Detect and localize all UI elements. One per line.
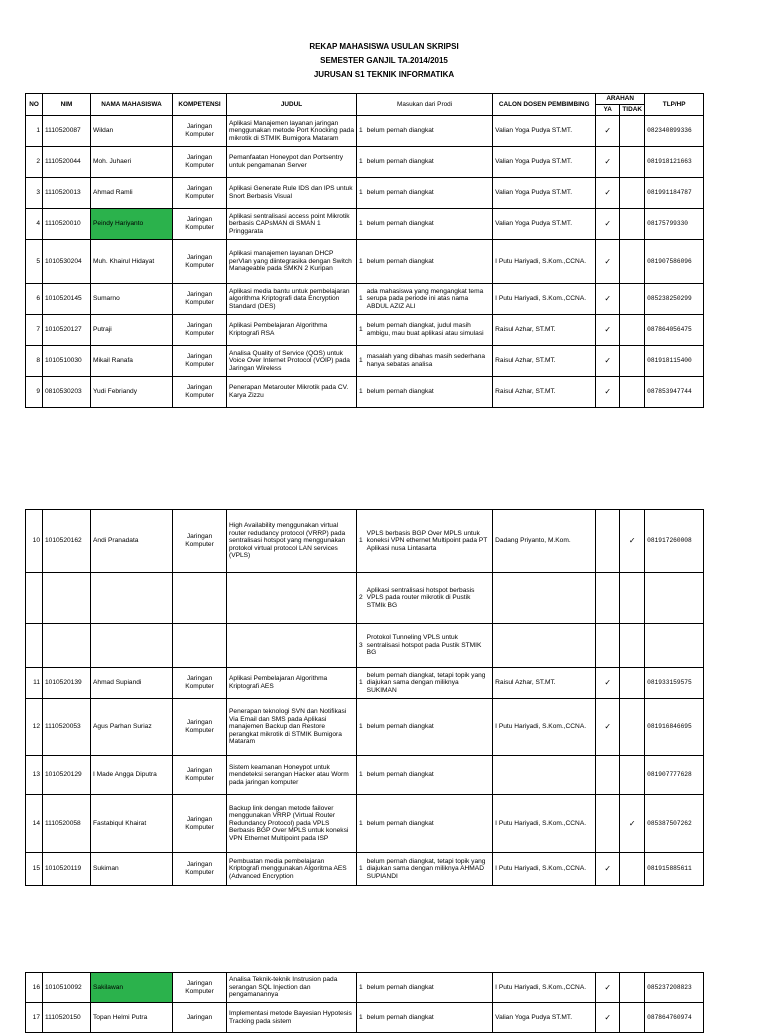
cell-masukan: belum pernah diangkat, judul masih ambigu, mau buat aplikasi atau simulasi <box>365 315 493 346</box>
cell-ya: ✓ <box>596 178 620 209</box>
cell-tidak: ✓ <box>620 795 645 853</box>
report-title-line-1: REKAP MAHASISWA USULAN SKRIPSI <box>309 42 459 51</box>
header-kompetensi: KOMPETENSI <box>173 94 227 116</box>
cell-nama: Sumarno <box>91 284 173 315</box>
cell-masukan: belum pernah diangkat <box>365 377 493 408</box>
table-row <box>26 624 704 668</box>
cell-nama: Wildan <box>91 116 173 147</box>
cell-tidak <box>620 699 645 756</box>
cell-nim: 1010520129 <box>43 756 91 795</box>
cell-masukan: belum pernah diangkat <box>365 240 493 284</box>
cell-dosen: I Putu Hariyadi, S.Kom.,CCNA. <box>493 973 596 1003</box>
header-nama: NAMA MAHASISWA <box>91 94 173 116</box>
cell-masukan: Protokol Tunneling VPLS untuk sentralisasi hotspot pada Pustik STMIK BG <box>365 624 493 668</box>
cell-kompetensi: Jaringan Komputer <box>173 756 227 795</box>
cell-masukan: belum pernah diangkat <box>365 795 493 853</box>
header-masukan: Masukan dari Prodi <box>357 94 493 116</box>
cell-judul: High Availability menggunakan virtual router redudancy protocol (VRRP) pada sentralisasi hotspot yang menggunakan protokol virtual protocol LAN services (VPLS) <box>227 510 357 573</box>
cell-no: 11 <box>26 668 43 699</box>
cell-num: 1 <box>357 346 365 377</box>
table-row <box>26 284 704 315</box>
cell-nim: 1010510092 <box>43 973 91 1003</box>
cell-masukan: Aplikasi sentralisasi hotspot berbasis VPLS pada router mikrotik di Pustik STMIk BG <box>365 573 493 624</box>
cell-no: 5 <box>26 240 43 284</box>
cell-dosen: Valian Yoga Pudya ST.MT. <box>493 116 596 147</box>
cell-dosen: Raisul Azhar, ST.MT. <box>493 377 596 408</box>
cell-tidak <box>620 284 645 315</box>
cell-dosen: Raisul Azhar, ST.MT. <box>493 315 596 346</box>
cell-tlp: 08175799330 <box>645 209 704 240</box>
cell-ya: ✓ <box>596 853 620 886</box>
cell-nama: Ahmad Supiandi <box>91 668 173 699</box>
cell-ya: ✓ <box>596 668 620 699</box>
cell-nim: 1110520010 <box>43 209 91 240</box>
cell-nama: Sakilawan <box>91 973 173 1003</box>
cell-no: 7 <box>26 315 43 346</box>
cell-tidak: ✓ <box>620 510 645 573</box>
cell-ya <box>596 795 620 853</box>
cell-kompetensi: Jaringan Komputer <box>173 346 227 377</box>
cell-dosen: Valian Yoga Pudya ST.MT. <box>493 1003 596 1033</box>
cell-tlp: 087864056475 <box>645 315 704 346</box>
cell-judul: Aplikasi Manajemen layanan jaringan menggunakan metode Port Knocking pada mikrotik di STMIK Bumigora Mataram <box>227 116 357 147</box>
cell-judul: Aplikasi sentralisasi access point Mikrotik berbasis CAPsMAN di SMAN 1 Pringgarata <box>227 209 357 240</box>
table-row <box>26 573 704 624</box>
cell-masukan: belum pernah diangkat <box>365 178 493 209</box>
cell-num: 3 <box>357 624 365 668</box>
cell-tlp: 085237208823 <box>645 973 704 1003</box>
cell-tidak <box>620 178 645 209</box>
cell-num: 1 <box>357 116 365 147</box>
header-ya: YA <box>596 105 620 116</box>
cell-num: 1 <box>357 973 365 1003</box>
cell-nim: 1110520053 <box>43 699 91 756</box>
table-row <box>26 147 704 178</box>
table-row <box>26 973 704 1003</box>
table-row <box>26 178 704 209</box>
table-row <box>26 853 704 886</box>
table-row <box>26 209 704 240</box>
cell-masukan: belum pernah diangkat <box>365 147 493 178</box>
cell-dosen: Valian Yoga Pudya ST.MT. <box>493 209 596 240</box>
cell-tidak <box>620 377 645 408</box>
cell-num: 1 <box>357 209 365 240</box>
table-row <box>26 377 704 408</box>
cell-no: 13 <box>26 756 43 795</box>
cell-tidak <box>620 756 645 795</box>
cell-masukan: belum pernah diangkat, tetapi topik yang diajukan sama dengan miliknya SUKIMAN <box>365 668 493 699</box>
cell-num: 1 <box>357 315 365 346</box>
cell-tlp: 081915885611 <box>645 853 704 886</box>
cell-tidak <box>620 853 645 886</box>
cell-dosen: Valian Yoga Pudya ST.MT. <box>493 147 596 178</box>
cell-no: 1 <box>26 116 43 147</box>
cell-no: 3 <box>26 178 43 209</box>
cell-ya: ✓ <box>596 147 620 178</box>
cell-ya: ✓ <box>596 346 620 377</box>
cell-nim: 0810530203 <box>43 377 91 408</box>
cell-kompetensi: Jaringan Komputer <box>173 116 227 147</box>
cell-kompetensi: Jaringan Komputer <box>173 377 227 408</box>
cell-nama: Agus Parhan Suriaz <box>91 699 173 756</box>
cell-tlp: 081991184787 <box>645 178 704 209</box>
cell-ya: ✓ <box>596 315 620 346</box>
cell-dosen: I Putu Hariyadi, S.Kom.,CCNA. <box>493 795 596 853</box>
cell-dosen: I Putu Hariyadi, S.Kom.,CCNA. <box>493 699 596 756</box>
cell-nim: 1010520119 <box>43 853 91 886</box>
cell-dosen: Valian Yoga Pudya ST.MT. <box>493 178 596 209</box>
table-row <box>26 240 704 284</box>
cell-tidak <box>620 116 645 147</box>
cell-masukan: masalah yang dibahas masih sederhana hanya sebatas analisa <box>365 346 493 377</box>
cell-tidak <box>620 209 645 240</box>
cell-nama: Peindy Hariyanto <box>91 209 173 240</box>
cell-kompetensi: Jaringan Komputer <box>173 209 227 240</box>
table-row <box>26 116 704 147</box>
cell-tlp: 081907586096 <box>645 240 704 284</box>
table-row <box>26 699 704 756</box>
cell-num: 1 <box>357 178 365 209</box>
cell-no: 4 <box>26 209 43 240</box>
cell-ya: ✓ <box>596 699 620 756</box>
cell-judul: Aplikasi Pembelajaran Algorithma Kriptografi RSA <box>227 315 357 346</box>
cell-num: 1 <box>357 377 365 408</box>
cell-dosen: Dadang Priyanto, M.Kom. <box>493 510 596 573</box>
cell-judul: Pembuatan media pembelajaran Kriptografi menggunakan Algoritma AES (Advanced Encryption <box>227 853 357 886</box>
report-title-line-3: JURUSAN S1 TEKNIK INFORMATIKA <box>313 70 455 79</box>
cell-masukan: VPLS berbasis BGP Over MPLS untuk koneksi VPN ethernet Multipoint pada PT Aplikasi nusa Lintasarta <box>365 510 493 573</box>
cell-judul: Analisa Teknik-teknik Instrusion pada serangan SQL Injection dan pengamanannya <box>227 973 357 1003</box>
cell-ya: ✓ <box>596 209 620 240</box>
cell-tidak <box>620 1003 645 1033</box>
cell-ya <box>596 756 620 795</box>
cell-tlp: 081916846695 <box>645 699 704 756</box>
header-tidak: TIDAK <box>620 105 645 116</box>
cell-judul: Aplikasi manajemen layanan DHCP perVlan yang diintegrasika dengan Switch Manageable pada SMKN 2 Kuripan <box>227 240 357 284</box>
cell-masukan: belum pernah diangkat <box>365 209 493 240</box>
cell-dosen <box>493 756 596 795</box>
cell-no: 9 <box>26 377 43 408</box>
table-section-2 <box>25 509 704 886</box>
cell-judul: Penerapan Metarouter Mikrotik pada CV. Karya Zizzu <box>227 377 357 408</box>
cell-tlp: 081917260008 <box>645 510 704 573</box>
cell-num: 2 <box>357 573 365 624</box>
cell-num: 1 <box>357 756 365 795</box>
cell-nim: 1010530204 <box>43 240 91 284</box>
table-row <box>26 1003 704 1033</box>
cell-kompetensi: Jaringan Komputer <box>173 853 227 886</box>
cell-dosen: I Putu Hariyadi, S.Kom.,CCNA. <box>493 240 596 284</box>
cell-judul: Analisa Quality of Service (QOS) untuk Voice Over Internet Protocol (VOIP) pada Jaringan Wireless <box>227 346 357 377</box>
cell-nim: 1110520150 <box>43 1003 91 1033</box>
cell-nama: Sukiman <box>91 853 173 886</box>
cell-no: 8 <box>26 346 43 377</box>
cell-tlp: 085238250299 <box>645 284 704 315</box>
cell-judul: Aplikasi Generate Rule IDS dan IPS untuk Snort Berbasis Visual <box>227 178 357 209</box>
cell-nim: 1010520145 <box>43 284 91 315</box>
cell-nama: Putraji <box>91 315 173 346</box>
cell-kompetensi: Jaringan Komputer <box>173 178 227 209</box>
cell-masukan: belum pernah diangkat, tetapi topik yang diajukan sama dengan miliknya AHMAD SUPIANDI <box>365 853 493 886</box>
cell-ya: ✓ <box>596 377 620 408</box>
cell-judul: Implementasi metode Bayesian Hypotesis Tracking pada sistem <box>227 1003 357 1033</box>
cell-nim: 1010520139 <box>43 668 91 699</box>
cell-num: 1 <box>357 147 365 178</box>
cell-num: 1 <box>357 510 365 573</box>
cell-nama: Muh. Khairul Hidayat <box>91 240 173 284</box>
cell-judul: Aplikasi Pembelajaran Algorithma Kriptografi AES <box>227 668 357 699</box>
cell-kompetensi: Jaringan Komputer <box>173 147 227 178</box>
cell-nama: Yudi Febriandy <box>91 377 173 408</box>
cell-no: 6 <box>26 284 43 315</box>
cell-ya: ✓ <box>596 284 620 315</box>
cell-no: 17 <box>26 1003 43 1033</box>
cell-num: 1 <box>357 1003 365 1033</box>
cell-masukan: belum pernah diangkat <box>365 699 493 756</box>
cell-masukan: ada mahasiswa yang mengangkat tema serupa pada periode ini atas nama ABDUL AZIZ ALI <box>365 284 493 315</box>
cell-kompetensi: Jaringan Komputer <box>173 668 227 699</box>
cell-nim: 1010520162 <box>43 510 91 573</box>
cell-no: 15 <box>26 853 43 886</box>
cell-no: 10 <box>26 510 43 573</box>
cell-tlp: 087853947744 <box>645 377 704 408</box>
table-row <box>26 315 704 346</box>
cell-judul: Aplikasi media bantu untuk pembelajaran algorithma Kriptografi data Encryption Standard (DES) <box>227 284 357 315</box>
cell-judul: Sistem keamanan Honeypot untuk mendeteksi serangan Hacker atau Worm pada jaringan komputer <box>227 756 357 795</box>
cell-no: 12 <box>26 699 43 756</box>
cell-judul: Pemanfaatan Honeypot dan Portsentry untuk pengamanan Server <box>227 147 357 178</box>
cell-tlp: 087864760974 <box>645 1003 704 1033</box>
cell-num: 1 <box>357 699 365 756</box>
cell-nama: Ahmad Ramli <box>91 178 173 209</box>
cell-kompetensi: Jaringan Komputer <box>173 510 227 573</box>
cell-judul: Penerapan teknologi SVN dan Notifikasi Via Email dan SMS pada Aplikasi manajemen Backup dan Restore perangkat mikrotik di STMIK Bumigora Mataram <box>227 699 357 756</box>
cell-no: 2 <box>26 147 43 178</box>
cell-tlp: 081918121663 <box>645 147 704 178</box>
cell-masukan: belum pernah diangkat <box>365 1003 493 1033</box>
table-row <box>26 795 704 853</box>
cell-tlp: 082340899336 <box>645 116 704 147</box>
cell-tidak <box>620 346 645 377</box>
cell-ya: ✓ <box>596 1003 620 1033</box>
cell-no: 14 <box>26 795 43 853</box>
cell-kompetensi: Jaringan <box>173 1003 227 1033</box>
cell-num: 1 <box>357 795 365 853</box>
cell-ya: ✓ <box>596 116 620 147</box>
cell-tidak <box>620 315 645 346</box>
header-tlp: TLP/HP <box>645 94 704 116</box>
header-nim: NIM <box>43 94 91 116</box>
cell-dosen: I Putu Hariyadi, S.Kom.,CCNA. <box>493 284 596 315</box>
cell-nama: I Made Angga Diputra <box>91 756 173 795</box>
table-row <box>26 668 704 699</box>
header-dosen: CALON DOSEN PEMBIMBING <box>493 94 596 116</box>
header-arahan: ARAHAN <box>596 94 645 105</box>
cell-nama: Topan Helmi Putra <box>91 1003 173 1033</box>
cell-kompetensi: Jaringan Komputer <box>173 699 227 756</box>
cell-tlp: 085387507262 <box>645 795 704 853</box>
header-judul: JUDUL <box>227 94 357 116</box>
cell-num: 1 <box>357 668 365 699</box>
cell-kompetensi: Jaringan Komputer <box>173 315 227 346</box>
cell-num: 1 <box>357 284 365 315</box>
cell-nama: Andi Pranadata <box>91 510 173 573</box>
cell-num: 1 <box>357 853 365 886</box>
cell-dosen: I Putu Hariyadi, S.Kom.,CCNA. <box>493 853 596 886</box>
cell-tidak <box>620 668 645 699</box>
table-row <box>26 510 704 573</box>
cell-nama: Moh. Juhaeri <box>91 147 173 178</box>
cell-tidak <box>620 973 645 1003</box>
cell-nim: 1010520127 <box>43 315 91 346</box>
cell-kompetensi: Jaringan Komputer <box>173 240 227 284</box>
cell-ya <box>596 510 620 573</box>
cell-masukan: belum pernah diangkat <box>365 756 493 795</box>
cell-tidak <box>620 147 645 178</box>
cell-nim: 1010510030 <box>43 346 91 377</box>
table-section-1 <box>25 93 704 408</box>
cell-nim: 1110520087 <box>43 116 91 147</box>
cell-dosen: Raisul Azhar, ST.MT. <box>493 668 596 699</box>
cell-tlp: 081933159575 <box>645 668 704 699</box>
cell-tidak <box>620 240 645 284</box>
cell-nim: 1110520044 <box>43 147 91 178</box>
cell-kompetensi: Jaringan Komputer <box>173 973 227 1003</box>
cell-judul: Backup link dengan metode failover menggunakan VRRP (Virtual Router Redundancy Protocol) pada VPLS Berbasis BGP Over MPLS untuk koneksi VPN Ethernet Multipoint pada ISP <box>227 795 357 853</box>
cell-kompetensi: Jaringan Komputer <box>173 284 227 315</box>
table-row <box>26 756 704 795</box>
cell-nim: 1110520058 <box>43 795 91 853</box>
cell-ya: ✓ <box>596 240 620 284</box>
report-title-line-2: SEMESTER GANJIL TA.2014/2015 <box>320 56 448 65</box>
header-no: NO <box>26 94 43 116</box>
cell-tlp: 081918115400 <box>645 346 704 377</box>
table-row <box>26 346 704 377</box>
cell-masukan: belum pernah diangkat <box>365 116 493 147</box>
cell-kompetensi: Jaringan Komputer <box>173 795 227 853</box>
cell-masukan: belum pernah diangkat <box>365 973 493 1003</box>
cell-ya: ✓ <box>596 973 620 1003</box>
cell-num: 1 <box>357 240 365 284</box>
cell-no: 16 <box>26 973 43 1003</box>
cell-nim: 1110520013 <box>43 178 91 209</box>
cell-tlp: 081907777628 <box>645 756 704 795</box>
cell-nama: Fastabiqul Khairat <box>91 795 173 853</box>
cell-dosen: Raisul Azhar, ST.MT. <box>493 346 596 377</box>
cell-nama: Mikail Ranafa <box>91 346 173 377</box>
